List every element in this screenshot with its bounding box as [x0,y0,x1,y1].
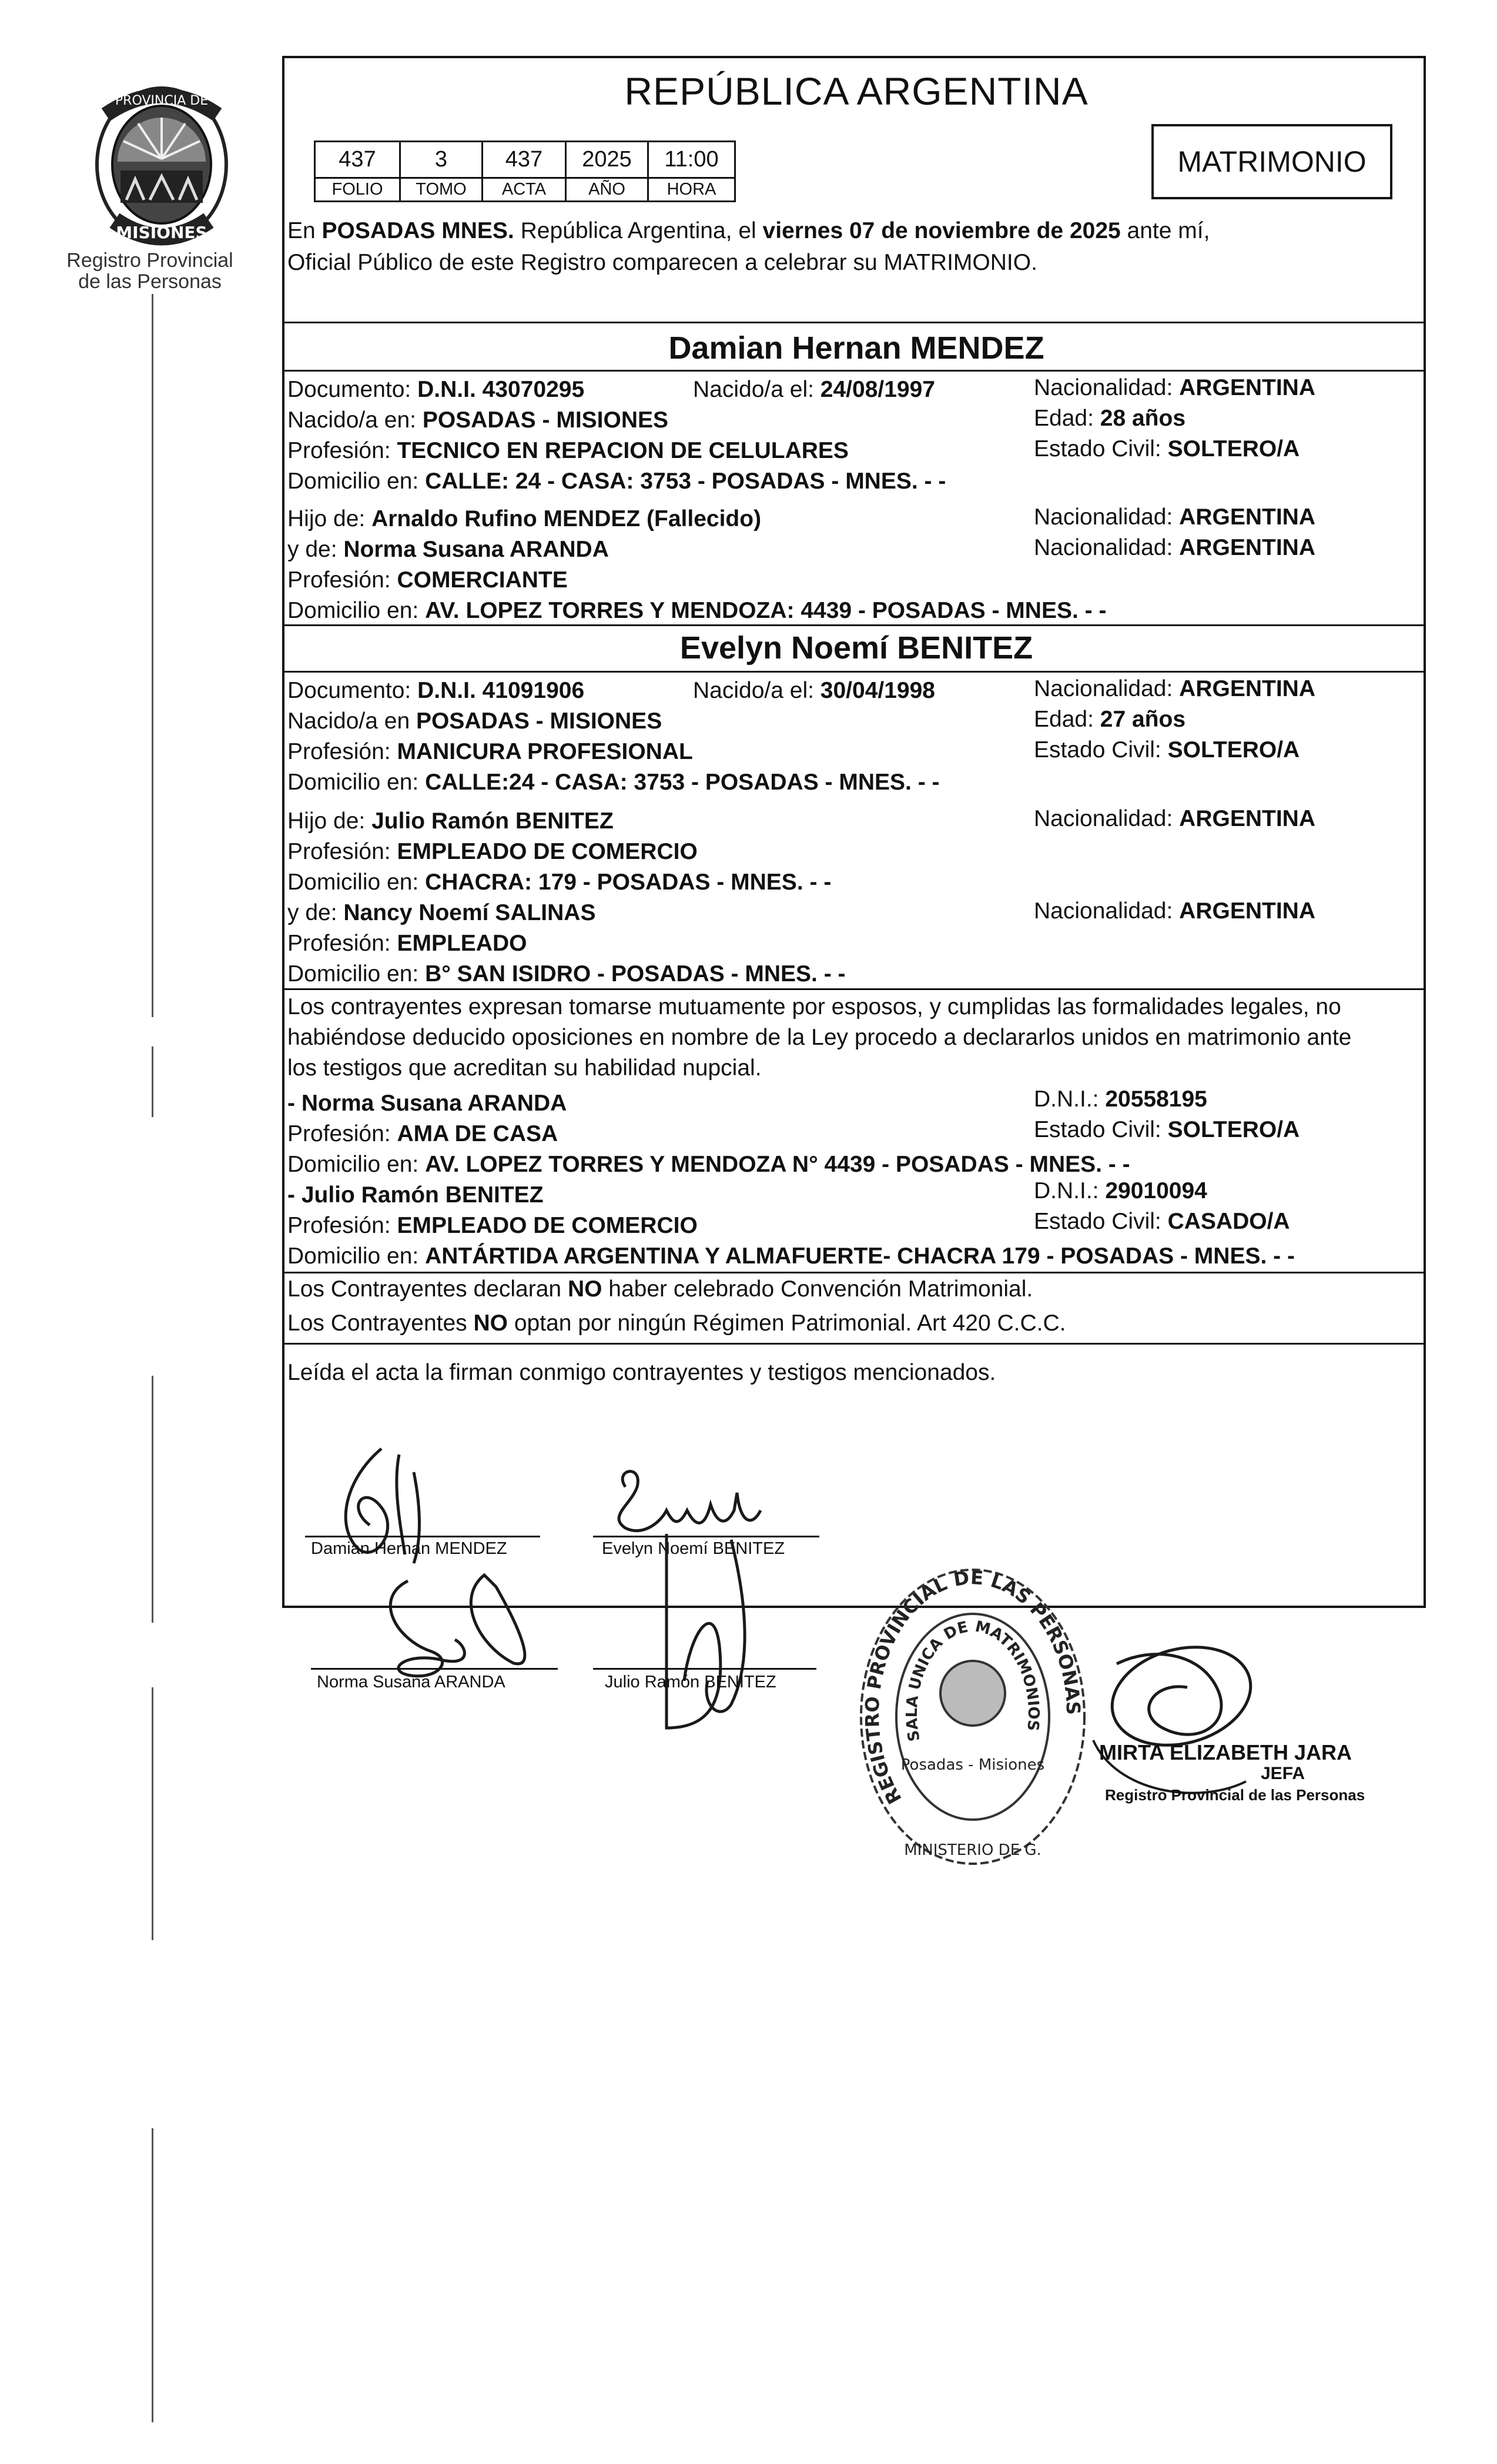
stamp-inner-text: SALA UNICA DE MATRIMONIOS [903,1617,1043,1743]
logo-caption: Registro Provincial de las Personas [66,249,233,293]
divider [284,671,1424,673]
spouse2-birthdate: Nacido/a el: 30/04/1998 [693,678,935,703]
signature-label-3: Norma Susana ARANDA [317,1673,505,1691]
intro-line-2: Oficial Público de este Registro comparecen a celebrar su MATRIMONIO. [287,250,1037,275]
divider [284,1343,1424,1345]
hour-value: 11:00 [648,142,735,178]
spouse2-document: Documento: D.N.I. 41091906 [287,678,585,703]
declaration-line-1: Los contrayentes expresan tomarse mutuamente por esposos, y cumplidas las formalidades legales, no [287,994,1341,1019]
witness2-address: Domicilio en: ANTÁRTIDA ARGENTINA Y ALMAFUERTE- CHACRA 179 - POSADAS - MNES. - - [287,1243,1295,1269]
convention-line-2: Los Contrayentes NO optan por ningún Régimen Patrimonial. Art 420 C.C.C. [287,1310,1066,1336]
tomo-value: 3 [400,142,483,178]
acta-value: 437 [483,142,566,178]
witness2-civil-status: Estado Civil: CASADO/A [1034,1209,1290,1234]
spouse2-mother-profession: Profesión: EMPLEADO [287,931,527,956]
declaration-line-3: los testigos que acreditan su habilidad nupcial. [287,1055,762,1081]
margin-line [152,2128,153,2422]
signature-line-4 [593,1668,816,1670]
spouse2-mother-address: Domicilio en: B° SAN ISIDRO - POSADAS - MNES. - - [287,961,846,987]
signature-label-1: Damian Hernan MENDEZ [311,1539,507,1558]
divider [284,322,1424,323]
divider [284,624,1424,626]
year-value: 2025 [566,142,648,178]
margin-line [152,294,153,905]
spouse1-parents-address: Domicilio en: AV. LOPEZ TORRES Y MENDOZA: 4439 - POSADAS - MNES. - - [287,598,1107,623]
officer-scribble [1081,1640,1375,1805]
witness1-dni: D.N.I.: 20558195 [1034,1086,1207,1112]
witness1-name: - Norma Susana ARANDA [287,1091,567,1116]
spouse2-father-nationality: Nacionalidad: ARGENTINA [1034,806,1316,831]
logo-bottom-text: MISIONES [116,223,207,242]
witness2-name: - Julio Ramón BENITEZ [287,1182,544,1208]
spouse2-nationality: Nacionalidad: ARGENTINA [1034,676,1316,701]
witness2-profession: Profesión: EMPLEADO DE COMERCIO [287,1213,698,1238]
margin-line [152,1047,153,1117]
signature-line-3 [311,1668,558,1670]
year-label: AÑO [566,178,648,202]
spouse1-age: Edad: 28 años [1034,406,1186,431]
spouse1-birthplace: Nacido/a en: POSADAS - MISIONES [287,407,669,433]
spouse1-birthdate: Nacido/a el: 24/08/1997 [693,377,935,402]
folio-value: 437 [315,142,400,178]
officer-name: MIRTA ELIZABETH JARA [1099,1740,1352,1764]
page-title: REPÚBLICA ARGENTINA [624,69,1089,113]
stamp-city: Posadas - Misiones [900,1756,1045,1774]
spouse1-name: Damian Hernan MENDEZ [668,330,1044,366]
spouse2-mother-nationality: Nacionalidad: ARGENTINA [1034,898,1316,924]
officer-office: Registro Provincial de las Personas [1105,1786,1365,1804]
spouse2-father-address: Domicilio en: CHACRA: 179 - POSADAS - MNES. - - [287,870,832,895]
signature-label-4: Julio Ramón BENITEZ [605,1673,776,1691]
witness1-civil-status: Estado Civil: SOLTERO/A [1034,1117,1300,1142]
divider [284,988,1424,990]
spouse2-name: Evelyn Noemí BENITEZ [679,630,1033,666]
intro-line-1: En POSADAS MNES. República Argentina, el viernes 07 de noviembre de 2025 ante mí, [287,218,1210,243]
convention-line-1: Los Contrayentes declaran NO haber celebrado Convención Matrimonial. [287,1276,1033,1302]
spouse1-mother: y de: Norma Susana ARANDA [287,537,609,562]
province-logo [73,76,250,265]
signature-label-2: Evelyn Noemí BENITEZ [602,1539,785,1558]
official-stamp [846,1546,1099,1875]
divider [284,1272,1424,1273]
signature-line-1 [305,1536,540,1537]
spouse2-mother: y de: Nancy Noemí SALINAS [287,900,596,925]
margin-line [152,1687,153,1940]
officer-signature [1081,1640,1375,1805]
witness1-profession: Profesión: AMA DE CASA [287,1121,558,1146]
spouse1-address: Domicilio en: CALLE: 24 - CASA: 3753 - POSADAS - MNES. - - [287,469,946,494]
spouse1-nationality: Nacionalidad: ARGENTINA [1034,375,1316,400]
spouse1-father: Hijo de: Arnaldo Rufino MENDEZ (Fallecido) [287,506,762,531]
stamp-outer-text: REGISTRO PROVINCIAL DE LAS PERSONAS [860,1566,1085,1808]
spouse1-document: Documento: D.N.I. 43070295 [287,377,585,402]
logo-top-text: PROVINCIA DE [115,93,209,108]
witness2-dni: D.N.I.: 29010094 [1034,1178,1207,1203]
spouse2-age: Edad: 27 años [1034,707,1186,732]
hour-label: HORA [648,178,735,202]
witness1-address: Domicilio en: AV. LOPEZ TORRES Y MENDOZA N° 4439 - POSADAS - MNES. - - [287,1152,1130,1177]
spouse2-father-profession: Profesión: EMPLEADO DE COMERCIO [287,839,698,864]
spouse2-profession: Profesión: MANICURA PROFESIONAL [287,739,693,764]
margin-line [152,900,153,1017]
spouse1-father-nationality: Nacionalidad: ARGENTINA [1034,504,1316,530]
declaration-line-2: habiéndose deducido oposiciones en nombre de la Ley procedo a declararlos unidos en matrimonio ante [287,1025,1352,1050]
spouse1-mother-nationality: Nacionalidad: ARGENTINA [1034,535,1316,560]
spouse2-civil-status: Estado Civil: SOLTERO/A [1034,737,1300,763]
registry-grid [314,141,736,202]
spouse1-civil-status: Estado Civil: SOLTERO/A [1034,436,1300,462]
divider [284,370,1424,372]
signature-4 [637,1528,790,1751]
closing-text: Leída el acta la firman conmigo contrayentes y testigos mencionados. [287,1360,996,1385]
stamp-bottom-text: MINISTERIO DE G. [904,1841,1041,1859]
spouse1-profession: Profesión: TECNICO EN REPACION DE CELULARES [287,438,849,463]
spouse2-address: Domicilio en: CALLE:24 - CASA: 3753 - POSADAS - MNES. - - [287,770,940,795]
acta-label: ACTA [483,178,566,202]
folio-label: FOLIO [315,178,400,202]
act-type-box: MATRIMONIO [1151,124,1392,199]
spouse2-father: Hijo de: Julio Ramón BENITEZ [287,808,614,834]
spouse2-birthplace: Nacido/a en POSADAS - MISIONES [287,708,662,734]
officer-title: JEFA [1261,1764,1305,1783]
margin-line [152,1376,153,1623]
spouse1-parents-profession: Profesión: COMERCIANTE [287,567,568,593]
tomo-label: TOMO [400,178,483,202]
